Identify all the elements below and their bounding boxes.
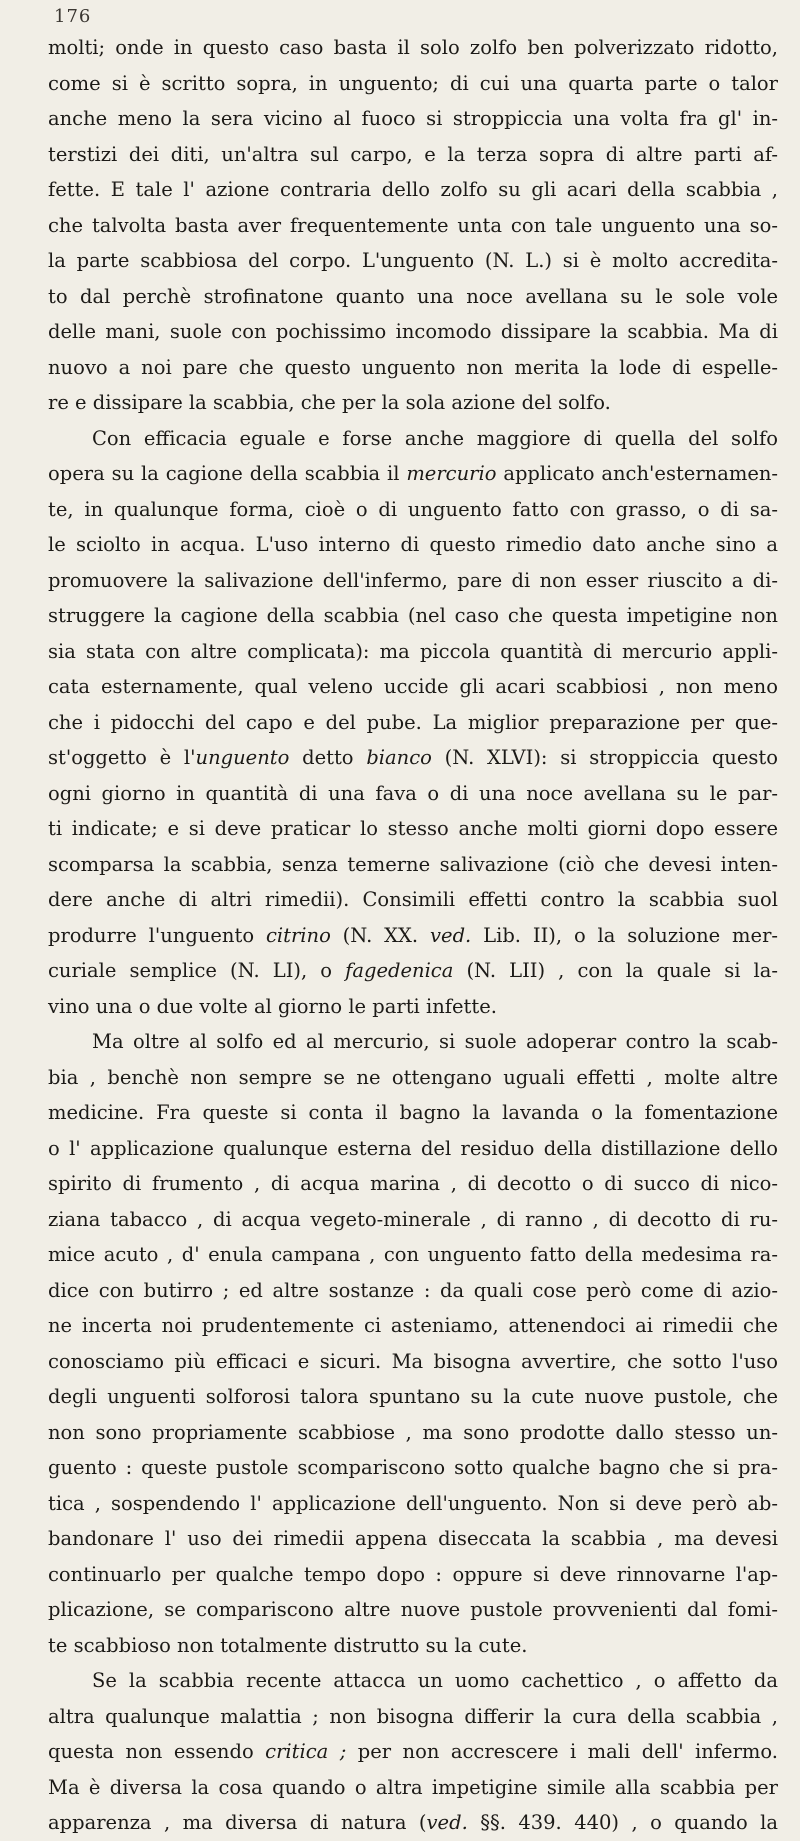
text-segment: degli unguenti solforosi talora spuntano su la cute nuove pustole, che xyxy=(48,1385,778,1408)
text-line xyxy=(48,137,778,173)
text-line xyxy=(48,811,778,847)
text-segment: ziana tabacco , di acqua vegeto-minerale , di ranno , di decotto di ru- xyxy=(48,1207,778,1231)
text-line xyxy=(48,1521,778,1557)
text-line xyxy=(48,1131,778,1167)
text-line xyxy=(48,918,778,954)
text-segment: terstizi dei diti, un'altra sul carpo, e la terza sopra di altre parti af- xyxy=(48,142,778,166)
text-line xyxy=(48,1166,778,1202)
text-line xyxy=(48,492,778,528)
text-segment: (N. XX. xyxy=(330,923,431,947)
text-line xyxy=(48,1770,778,1806)
text-segment: te scabbioso non totalmente distrutto su la cute. xyxy=(48,1633,528,1657)
text-segment: conosciamo più efficaci e sicuri. Ma bisogna avvertire, che sotto l'uso xyxy=(48,1349,778,1373)
italic-text: critica ; xyxy=(265,1740,347,1763)
text-line xyxy=(48,1734,778,1770)
text-line xyxy=(48,598,778,634)
text-line xyxy=(48,953,778,989)
text-line xyxy=(48,1095,778,1131)
italic-text: fagedenica xyxy=(345,959,454,982)
text-segment: ne incerta noi prudentemente ci asteniamo, attenendoci ai rimedii che xyxy=(48,1314,778,1337)
text-segment: dere anche di altri rimedii). Consimili effetti contro la scabbia suol xyxy=(48,888,778,911)
text-segment: o l' applicazione qualunque esterna del residuo della distillazione dello xyxy=(48,1136,778,1160)
text-segment: tica , sospendendo l' applicazione dell'unguento. Non si deve però ab- xyxy=(48,1491,778,1515)
text-segment: la parte scabbiosa del corpo. L'unguento (N. L.) si è molto accredita- xyxy=(48,249,778,272)
text-body xyxy=(48,30,778,1841)
text-segment: mice acuto , d' enula campana , con unguento fatto della medesima ra- xyxy=(48,1243,778,1266)
text-line xyxy=(48,1699,778,1735)
text-segment: produrre l'unguento xyxy=(48,923,266,947)
italic-text: unguento xyxy=(195,746,290,769)
text-segment: bandonare l' uso dei rimedii appena diseccata la scabbia , ma devesi xyxy=(48,1527,778,1550)
text-segment: spirito di frumento , di acqua marina , di decotto o di succo di nico- xyxy=(48,1172,778,1195)
text-line xyxy=(48,1592,778,1628)
text-segment: non sono propriamente scabbiose , ma sono prodotte dallo stesso un- xyxy=(48,1420,778,1444)
text-segment: st'oggetto è l' xyxy=(48,746,196,769)
text-line xyxy=(48,1379,778,1415)
text-segment: opera su la cagione della scabbia il xyxy=(48,462,407,485)
text-line xyxy=(48,208,778,244)
text-segment: Con efficacia eguale e forse anche maggiore di quella del solfo xyxy=(92,426,778,450)
text-segment: continuarlo per qualche tempo dopo : oppure si deve rinnovarne l'ap- xyxy=(48,1562,778,1586)
text-line xyxy=(48,740,778,776)
text-line xyxy=(48,847,778,883)
text-segment: fette. E tale l' azione contraria dello zolfo su gli acari della scabbia , xyxy=(48,178,778,201)
text-line xyxy=(48,1060,778,1096)
text-segment: Ma è diversa la cosa quando o altra impetigine simile alla scabbia per xyxy=(48,1775,778,1799)
italic-text: ved. xyxy=(430,923,472,947)
text-segment: §§. 439. 440) , o quando la xyxy=(467,1811,778,1834)
text-line xyxy=(48,1805,778,1841)
text-line xyxy=(48,882,778,918)
text-segment: promuovere la salivazione dell'infermo, pare di non esser riuscito a di- xyxy=(48,568,778,592)
text-segment: guento : queste pustole scompariscono sotto qualche bagno che si pra- xyxy=(48,1456,778,1479)
text-segment: scomparsa la scabbia, senza temerne salivazione (ciò che devesi inten- xyxy=(48,852,778,876)
text-line xyxy=(48,350,778,386)
text-line xyxy=(48,1024,778,1060)
text-line xyxy=(48,634,778,670)
text-segment: to dal perchè strofinatone quanto una noce avellana su le sole vole xyxy=(48,284,778,308)
text-segment: ogni giorno in quantità di una fava o di una noce avellana su le par- xyxy=(48,781,778,805)
text-segment: (N. XLVI): si stroppiccia questo xyxy=(431,746,778,769)
text-line xyxy=(48,669,778,705)
text-segment: cata esternamente, qual veleno uccide gli acari scabbiosi , non meno xyxy=(48,675,778,698)
text-line xyxy=(48,279,778,315)
text-segment: applicato anch'esternamen- xyxy=(496,462,779,485)
text-segment: sia stata con altre complicata): ma piccola quantità di mercurio appli- xyxy=(48,639,778,663)
text-line xyxy=(48,172,778,208)
text-segment: per non accrescere i mali dell' infermo. xyxy=(346,1740,778,1763)
text-segment: nuovo a noi pare che questo unguento non merita la lode di espelle- xyxy=(48,355,778,379)
text-segment: Ma oltre al solfo ed al mercurio, si suole adoperar contro la scab- xyxy=(92,1030,778,1053)
page-number: 176 xyxy=(54,6,92,27)
text-line xyxy=(48,1202,778,1238)
text-segment: dice con butirro ; ed altre sostanze : da quali cose però come di azio- xyxy=(48,1278,778,1302)
text-segment: (N. LII) , con la quale si la- xyxy=(453,959,778,982)
text-segment: curiale semplice (N. LI), o xyxy=(48,959,346,982)
text-line xyxy=(48,527,778,563)
text-segment: anche meno la sera vicino al fuoco si stroppiccia una volta fra gl' in- xyxy=(48,107,778,130)
text-line xyxy=(48,776,778,812)
text-segment: questa non essendo xyxy=(48,1740,266,1763)
text-segment: te, in qualunque forma, cioè o di unguento fatto con grasso, o di sa- xyxy=(48,497,778,521)
text-line xyxy=(48,456,778,492)
text-line xyxy=(48,1628,778,1664)
text-segment: delle mani, suole con pochissimo incomodo dissipare la scabbia. Ma di xyxy=(48,320,778,343)
text-line xyxy=(48,101,778,137)
text-line xyxy=(48,705,778,741)
text-segment: altra qualunque malattia ; non bisogna differir la cura della scabbia , xyxy=(48,1704,778,1728)
text-segment: plicazione, se compariscono altre nuove pustole provvenienti dal fomi- xyxy=(48,1598,778,1621)
text-line xyxy=(48,1663,778,1699)
text-segment: detto xyxy=(289,746,367,769)
text-line xyxy=(48,1273,778,1309)
text-segment: apparenza , ma diversa di natura ( xyxy=(48,1811,427,1834)
text-segment: vino una o due volte al giorno le parti infette. xyxy=(48,994,497,1018)
text-line xyxy=(48,243,778,279)
text-segment: Lib. II), o la soluzione mer- xyxy=(471,923,778,947)
italic-text: citrino xyxy=(265,923,331,947)
text-segment: medicine. Fra queste si conta il bagno la lavanda o la fomentazione xyxy=(48,1101,778,1124)
text-line xyxy=(48,989,778,1025)
text-line xyxy=(48,30,778,66)
text-segment: le sciolto in acqua. L'uso interno di questo rimedio dato anche sino a xyxy=(48,533,778,556)
text-segment: come si è scritto sopra, in unguento; di cui una quarta parte o talor xyxy=(48,71,778,95)
text-line xyxy=(48,421,778,457)
text-line xyxy=(48,66,778,102)
italic-text: ved. xyxy=(426,1811,468,1834)
text-segment: bia , benchè non sempre se ne ottengano uguali effetti , molte altre xyxy=(48,1065,778,1089)
text-segment: struggere la cagione della scabbia (nel caso che questa impetigine non xyxy=(48,604,778,627)
italic-text: bianco xyxy=(366,746,432,769)
text-line xyxy=(48,1450,778,1486)
text-segment: che i pidocchi del capo e del pube. La miglior preparazione per que- xyxy=(48,710,778,734)
text-line xyxy=(48,1344,778,1380)
text-segment: ti indicate; e si deve praticar lo stesso anche molti giorni dopo essere xyxy=(48,817,778,840)
text-line xyxy=(48,1415,778,1451)
text-segment: che talvolta basta aver frequentemente unta con tale unguento una so- xyxy=(48,213,778,237)
text-line xyxy=(48,1486,778,1522)
italic-text: mercurio xyxy=(406,462,497,485)
text-segment: Se la scabbia recente attacca un uomo cachettico , o affetto da xyxy=(92,1669,778,1692)
text-line xyxy=(48,1308,778,1344)
text-line xyxy=(48,1557,778,1593)
text-line xyxy=(48,385,778,421)
text-line xyxy=(48,314,778,350)
text-line xyxy=(48,1237,778,1273)
text-segment: molti; onde in questo caso basta il solo zolfo ben polverizzato ridotto, xyxy=(48,36,778,59)
text-segment: re e dissipare la scabbia, che per la sola azione del solfo. xyxy=(48,391,611,414)
text-line xyxy=(48,563,778,599)
